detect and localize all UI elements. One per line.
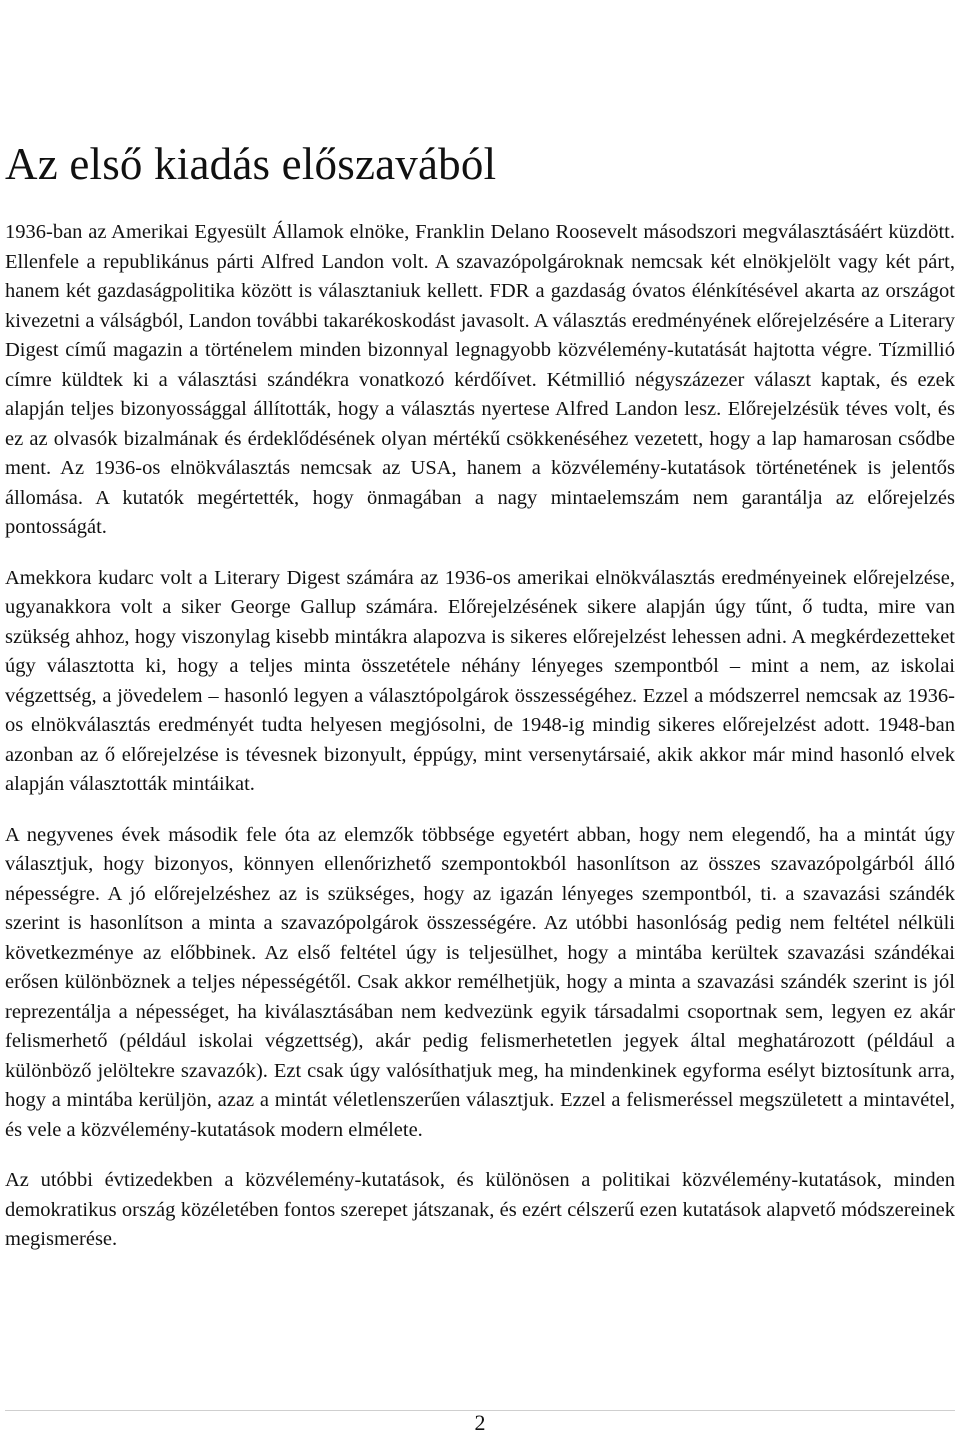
paragraph-3: A negyvenes évek második fele óta az elemzők többsége egyetért abban, hogy nem elegendő, ha a mintát úgy választjuk, hogy bizonyos, könnyen ellenőrizhető szempontokból hasonlítson az összes szavazópolgárból álló népességre. A jó előrejelzéshez az is szükséges, hogy az igazán lényeges szempontból, ti. a szavazási szándék szerint is hasonlítson a minta a szavazópolgárok összességére. Az utóbbi hasonlóság pedig nem feltétel nélküli következménye az előbbinek. Az első feltétel úgy is teljesülhet, hogy a mintába kerültek szavazási szándékai erősen különböznek a teljes népességétől. Csak akkor remélhetjük, hogy a minta a szavazási szándék szerint is jól reprezentálja a népességet, ha kiválasztásában nem kedvezünk egyik társadalmi csoportnak sem, legyen ez akár felismerhető (például iskolai végzettség), akár pedig felismerhetetlen jegyek által meghatározott (például a különböző jelöltekre szavazók). Ezt csak úgy valósíthatjuk meg, ha mindenkinek egyforma esélyt biztosítunk arra, hogy a mintába kerüljön, azaz a mintát véletlenszerűen választjuk. Ezzel a felismeréssel megszületett a mintavétel, és vele a közvélemény-kutatások modern elmélete. xyxy=(5,823,955,1141)
paragraph-4: Az utóbbi évtizedekben a közvélemény-kutatások, és különösen a politikai közvélemény-kutatások, minden demokratikus ország közéletében fontos szerepet játszanak, és ezért célszerű ezen kutatások alapvető módszereinek megismerése. xyxy=(5,1169,955,1250)
page-number: 2 xyxy=(474,1410,486,1435)
paragraph-1: 1936-ban az Amerikai Egyesült Államok elnöke, Franklin Delano Roosevelt másodszori megválasztásáért küzdött. Ellenfele a republikánus párti Alfred Landon volt. A szavazópolgároknak nemcsak két elnökjelölt vagy két párt, hanem két gazdaságpolitika között is választaniuk kellett. FDR a gazdaság óvatos élénkítésével akarta az országot kivezetni a válságból, Landon további takarékoskodást javasolt. A választás eredményének előrejelzésére a Literary Digest című magazin a történelem minden bizonnyal legnagyobb közvélemény-kutatását hajtotta végre. Tízmillió címre küldtek ki a választási szándékra vonatkozó kérdőívet. Kétmillió négyszázezer választ kaptak, és ezek alapján teljes bizonyossággal állították, hogy a választás nyertese Alfred Landon lesz. Előrejelzésük téves volt, és ez az olvasók bizalmának és érdeklődésének olyan mértékű csökkenéséhez vezetett, hogy a lap hamarosan csődbe ment. Az 1936-os elnökválasztás nemcsak az USA, hanem a közvélemény-kutatások történetének is jelentős állomása. A kutatók megértették, hogy önmagában a nagy mintaelemszám nem garantálja az előrejelzés pontosságát. xyxy=(5,221,955,538)
paragraph-2: Amekkora kudarc volt a Literary Digest számára az 1936-os amerikai elnökválasztás eredményeinek előrejelzése, ugyanakkora volt a siker George Gallup számára. Előrejelzésének sikere alapján úgy tűnt, ő tudta, mire van szükség ahhoz, hogy viszonylag kisebb mintákra alapozva is sikeres előrejelzést lehessen adni. A megkérdezetteket úgy választotta ki, hogy a teljes minta összetétele néhány lényeges szempontból – mint a nem, az iskolai végzettség, a jövedelem – hasonló legyen a választópolgárok összességéhez. Ezzel a módszerrel nemcsak az 1936-os elnökválasztás eredményét tudta helyesen megjósolni, de 1948-ig mindig sikeres előrejelzést adott. 1948-ban azonban az ő előrejelzése is tévesnek bizonyult, éppúgy, mint versenytársaié, akik akkor már mind hasonló elvek alapján választották mintáikat. xyxy=(5,566,955,795)
page-title: Az első kiadás előszavából xyxy=(5,139,497,189)
document-body xyxy=(5,218,955,1276)
